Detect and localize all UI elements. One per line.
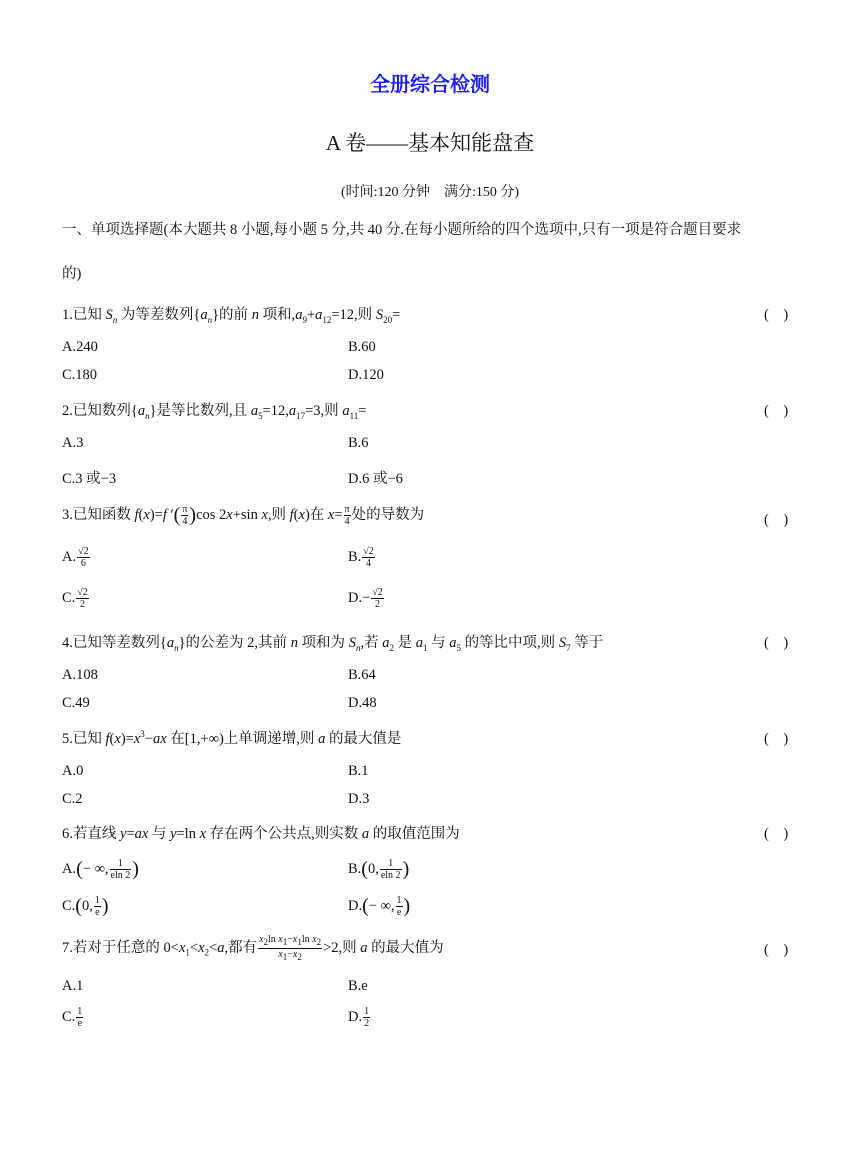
q2-option-d: D.6 或−6 <box>348 471 403 487</box>
q3-option-b: B. $\frac{√2}{4}$ <box>348 546 374 569</box>
q6-option-a: A.(− ∞, $\frac{1}{eln 2}$ ) <box>62 858 139 881</box>
question-5: 5.已知 $f(x)=x^3-ax$ 在[1,+∞)上单调递增,则 a 的最大值是 <box>62 729 402 747</box>
q3-option-d: D.− $\frac{√2}{2}$ <box>348 587 383 610</box>
q7-option-b: B.e <box>348 978 368 994</box>
q1-option-c: C.180 <box>62 367 98 383</box>
q5-option-d: D.3 <box>348 791 370 807</box>
answer-blank-3: ( ) <box>764 512 789 528</box>
q3-option-c: C. $\frac{√2}{2}$ <box>62 587 88 610</box>
page-title: 全册综合检测 <box>370 72 490 96</box>
question-3: 3.已知函数 f(x)=f ′( $\frac{\pi}{4}$ )cos 2x+sin x,则 f(x)在 x= $\frac{\pi}{4}$ 处的导数为 <box>62 504 425 528</box>
answer-blank-6: ( ) <box>764 826 789 842</box>
answer-blank-4: ( ) <box>764 635 789 651</box>
question-7: 7.若对于任意的 $0<x_1<x_2<a$,都有 $\frac{x_2\ln x_1-x_1\ln x_2}{x_1-x_2}$ >2,则 a 的最大值为 <box>62 934 444 962</box>
q5-option-c: C.2 <box>62 791 83 807</box>
q4-option-a: A.108 <box>62 667 98 683</box>
question-6: 6.若直线 y=ax 与 y=ln x 存在两个公共点,则实数 a 的取值范围为 <box>62 826 460 842</box>
question-1: 1.已知 $S_n$ 为等差数列$\{a_n\}$的前 n 项和$,a_9+a_{12}=12$,则 $S_{20}=$ <box>62 307 401 325</box>
q6-option-b: B.(0, $\frac{1}{eln 2}$ ) <box>348 858 410 881</box>
q4-option-d: D.48 <box>348 695 377 711</box>
q2-option-a: A.3 <box>62 435 84 451</box>
time-info: (时间:120 分钟 满分:150 分) <box>340 185 520 200</box>
q4-option-b: B.64 <box>348 667 376 683</box>
q1-option-d: D.120 <box>348 367 384 383</box>
paper-subtitle: A 卷——基本知能盘查 <box>325 131 535 155</box>
q6-option-c: C.(0, $\frac{1}{e}$ ) <box>62 895 109 918</box>
q3-option-a: A. $\frac{√2}{6}$ <box>62 546 89 569</box>
q5-option-a: A.0 <box>62 763 84 779</box>
q6-option-d: D.(− ∞, $\frac{1}{e}$ ) <box>348 895 411 918</box>
q7-option-c: C. $\frac{1}{e}$ <box>62 1006 83 1029</box>
q7-option-d: D. $\frac{1}{2}$ <box>348 1006 370 1029</box>
question-4: 4.已知等差数列$\{a_n\}$的公差为 2,其前 n 项和为 $S_n$,若 $a_2$ 是 $a_1$ 与 $a_5$ 的等比中项,则 $S_7$ 等于 <box>62 635 604 653</box>
q1-option-b: B.60 <box>348 339 376 355</box>
section-heading: 一、单项选择题(本大题共 8 小题,每小题 5 分,共 40 分.在每小题所给的四个选项中,只有一项是符合题目要求 <box>62 222 742 238</box>
answer-blank-7: ( ) <box>764 942 789 958</box>
answer-blank-1: ( ) <box>764 307 789 323</box>
section-heading-cont: 的) <box>62 266 82 282</box>
q1-option-a: A.240 <box>62 339 98 355</box>
q2-option-b: B.6 <box>348 435 369 451</box>
answer-blank-5: ( ) <box>764 731 789 747</box>
q5-option-b: B.1 <box>348 763 369 779</box>
question-2: 2.已知数列$\{a_n\}$是等比数列,且 $a_5=12,a_{17}=3$,则 $a_{11}=$ <box>62 403 367 421</box>
q4-option-c: C.49 <box>62 695 90 711</box>
answer-blank-2: ( ) <box>764 403 789 419</box>
q2-option-c: C.3 或−3 <box>62 471 117 487</box>
q7-option-a: A.1 <box>62 978 84 994</box>
